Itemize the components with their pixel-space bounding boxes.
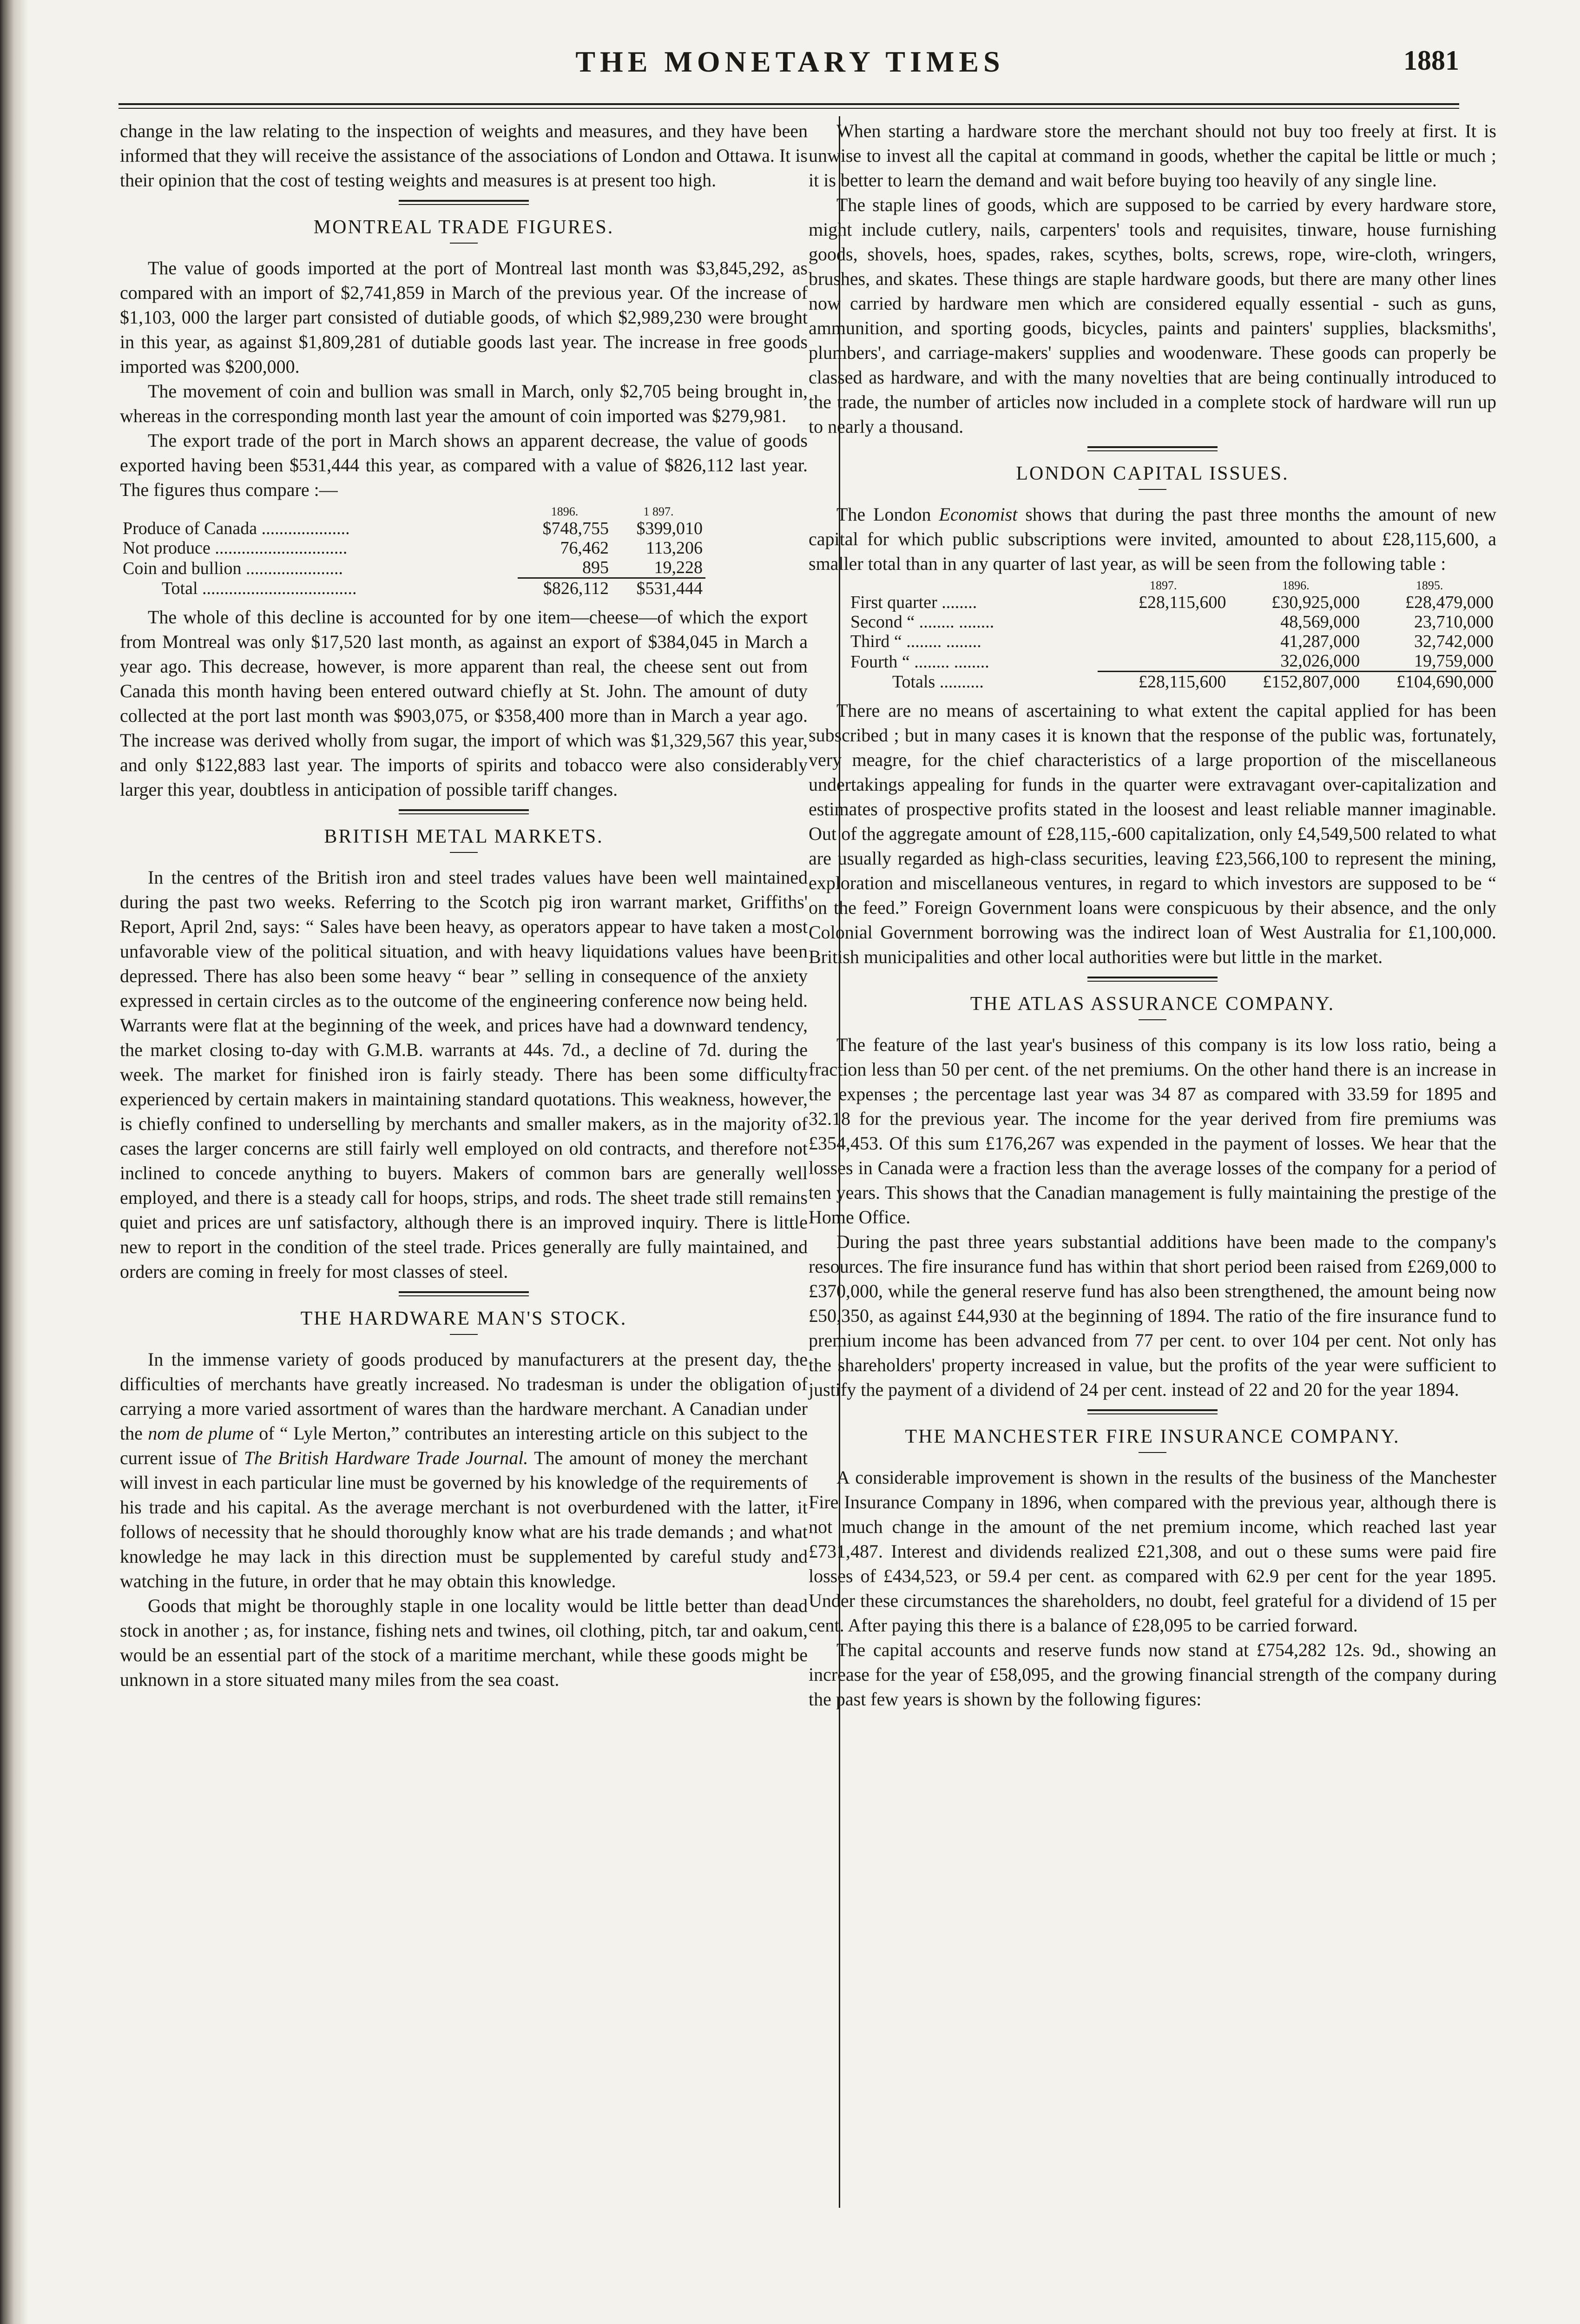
table-total-row: Total ................................... $826,112 $531,444 [120,578,705,599]
year-header: 1897. [1150,579,1177,592]
year-header: 1896. [1282,579,1310,592]
masthead-rule-top [118,103,1459,105]
montreal-paragraph-2: The movement of coin and bullion was small in March, only $2,705 being brought in, whereas in the corresponding month last year the amount of coin imported was $279,981. [120,381,808,426]
page-binding-edge [0,0,28,2324]
heading-dash [1139,1452,1166,1453]
hardware-paragraph-1: In the immense variety of goods produced by manufacturers at the present day, the difficulties of merchants have greatly increased. No tradesman is under the obligation of carrying a more varied assortment of wares than the hardware merchant. A Canadian under the nom de plume of “ Lyle Merton,” contributes an interesting article on this subject to the current issue of The British Hardware Trade Journal. The amount of money the merchant will invest in each particular line must be governed by his knowledge of the requirements of his trade and his capital. As the average merchant is not overburdened with the latter, it follows of necessity that he should thoroughly know what are his trade demands ; and what knowledge he may lack in this direction must be supplemented by careful study and watching in the future, in order that he may obtain this knowledge. [120,1349,808,1591]
table-row: Fourth “ ........ ........ 32,026,000 19,759,000 [850,651,1494,672]
atlas-paragraph-1: The feature of the last year's business of this company is its low loss ratio, being a fraction less than 50 per cent. of the net premiums. On the other hand there is an increase in the expenses ; the percentage last year was 34 87 as compared with 33.59 for 1895 and 32.18 for the previous year. The income for the year derived from fire premiums was £354,453. Of this sum £176,267 was expended in the payment of losses. We hear that the losses in Canada were a fraction less than the average losses of the company for a period of ten years. This shows that the Canadian management is fully maintaining the prestige of the Home Office. [809,1034,1496,1228]
manchester-paragraph-2: The capital accounts and reserve funds now stand at £754,282 12s. 9d., showing an increase for the year of £58,095, and the growing financial strength of the company during the past few years is shown by the following figures: [809,1639,1496,1710]
table-row: Produce of Canada .................... $748,755 $399,010 [123,519,703,538]
year-header: 1 897. [643,505,674,518]
hardware-paragraph-2: Goods that might be thoroughly staple in one locality would be little better than dead stock in another ; as, for instance, fishing nets and twines, oil clothing, pitch, tar and oakum, would be an essential part of the stock of a maritime merchant, while these goods might be unknown in a store situated many miles from the sea coast. [120,1595,808,1690]
london-capital-heading: LONDON CAPITAL ISSUES. [1016,463,1289,484]
table-row: Third “ ........ ........ 41,287,000 32,742,000 [850,632,1494,651]
london-paragraph-2: There are no means of ascertaining to what extent the capital applied for has been subscribed ; but in many cases it is known that the response of the public was, fortunately, very meagre, for the chief characteristics of a large proportion of the miscellaneous undertakings appealing for funds in the quarter were extravagant over-capitalization and estimates of prospective profits stated in the loosest and least reliable manner imaginable. Out of the aggregate amount of £28,115,-600 capitalization, only £4,549,500 related to what are usually regarded as high-class securities, leaving £23,566,100 to represent the mining, exploration and miscellaneous ventures, in regard to which investors are supposed to be “ on the feed.” Foreign Government loans were conspicuous by their absence, and the only Colonial Government borrowing was the indirect loan of West Australia for £1,100,000. British municipalities and other local authorities were but little in the market. [809,700,1496,967]
manchester-paragraph-1: A considerable improvement is shown in the results of the business of the Manchester Fire Insurance Company in 1896, when compared with the previous year, although there is not much change in the amount of the net premium income, which reached last year £731,487. Interest and dividends realized £21,308, and out o these sums were paid fire losses of £434,523, or 59.4 per cent. as compared with 62.9 per cent for the year 1895. Under these circumstances the shareholders, no doubt, feel grateful for a dividend of 15 per cent. After paying this there is a balance of £28,095 to be carried forward. [809,1467,1496,1636]
heading-dash [1139,489,1166,490]
section-separator [1087,1409,1218,1414]
section-separator [399,1291,529,1296]
section-separator [1087,977,1218,982]
heading-dash [450,243,478,244]
masthead-rule-bottom [118,108,1459,109]
right-column [809,119,1496,1711]
british-metal-paragraph: In the centres of the British iron and steel trades values have been well maintained during the past two weeks. Referring to the Scotch pig iron warrant market, Griffiths' Report, April 2nd, says: “ Sales have been heavy, as operators appear to have taken a most unfavorable view of the political situation, and with heavy liquidations values have been depressed. There has also been some heavy “ bear ” selling in consequence of the anxiety expressed in certain circles as to the outcome of the engineering conference now being held. Warrants were flat at the beginning of the week, and prices have had a downward tendency, the market closing to-day with G.M.B. warrants at 44s. 7d., a decline of 7d. during the week. The market for finished iron is fairly steady. There has been some difficulty experienced by certain makers in maintaining standard quotations. This weakness, however, is chiefly confined to underselling by merchants and smaller makers, as in the majority of cases the larger concerns are still fairly well employed on old contracts, and therefore not inclined to concede anything to buyers. Makers of common bars are generally well employed, and there is a steady call for hoops, strips, and rods. The sheet trade still remains quiet and prices are unf satisfactory, although there is an improved inquiry. There is little new to report in the condition of the steel trade. Prices generally are fully maintained, and orders are coming in freely for most classes of steel. [120,867,808,1282]
montreal-paragraph-4: The whole of this decline is accounted for by one item—cheese—of which the export from Montreal was only $17,520 last month, as against an export of $384,045 in March a year ago. This decrease, however, is more apparent than real, the cheese sent out from Canada this month having been entered outward chiefly at St. John. The amount of duty collected at the port last month was $903,075, or $358,400 more than in March a year ago. The increase was derived wholly from sugar, the import of which was $1,329,567 this year, and only $122,883 last year. The imports of spirits and tobacco were also considerably larger this year, doubtless in anticipation of possible tariff changes. [120,607,808,800]
section-separator [399,809,529,814]
british-metal-heading: BRITISH METAL MARKETS. [324,826,604,847]
table-total-row: Totals .......... £28,115,600 £152,807,000 £104,690,000 [809,672,1496,692]
intro-paragraph: change in the law relating to the inspection of weights and measures, and they have been informed that they will receive the assistance of the associations of London and Ottawa. It is their opinion that the cost of testing weights and measures is at present too high. [120,120,808,191]
heading-dash [1139,1019,1166,1020]
hardware-continued-paragraph-2: The staple lines of goods, which are supposed to be carried by every hardware store, might include cutlery, nails, carpenters' tools and requisites, tinware, house furnishing goods, shovels, hoes, spades, rakes, scythes, bolts, screws, rope, wire-cloth, wringers, brushes, and skates. These things are staple hardware goods, but there are many other lines now carried by hardware men which are considered equally essential - such as guns, ammunition, and sporting goods, bicycles, paints and painters' supplies, blacksmiths', plumbers', and carriage-makers' supplies and woodenware. These goods can properly be classed as hardware, and with the many novelties that are being continually introduced to the trade, the number of articles now included in a complete stock of hardware will run up to nearly a thousand. [809,194,1496,437]
left-column [120,119,808,1692]
table-row: First quarter ........ £28,115,600 £30,925,000 £28,479,000 [850,593,1494,612]
heading-dash [450,1334,478,1335]
section-separator [1087,446,1218,451]
hardware-continued-paragraph-1: When starting a hardware store the merchant should not buy too freely at first. It is unwise to invest all the capital at command in goods, whether the capital be little or much ; it is better to learn the demand and wait before buying too heavily of any single line. [809,120,1496,191]
table-row: Coin and bullion ...................... 895 19,228 [123,558,703,578]
section-separator [399,200,529,205]
london-capital-table [809,579,1496,692]
year-header: 1896. [551,505,579,518]
table-row: Not produce .............................. 76,462 113,206 [123,538,703,558]
page-number: 1881 [1403,45,1459,76]
montreal-heading: MONTREAL TRADE FIGURES. [313,217,614,238]
manchester-heading: THE MANCHESTER FIRE INSURANCE COMPANY. [905,1426,1400,1447]
montreal-export-table [120,505,705,598]
table-row: Second “ ........ ........ 48,569,000 23,710,000 [850,612,1494,632]
montreal-paragraph-1: The value of goods imported at the port of Montreal last month was $3,845,292, as compared with an import of $2,741,859 in March of the previous year. Of the increase of $1,103, 000 the larger part consisted of dutiable goods, of which $2,989,230 were brought in this year, as against $1,809,281 of dutiable goods last year. The increase in free goods imported was $200,000. [120,257,808,377]
atlas-paragraph-2: During the past three years substantial additions have been made to the company's resources. The fire insurance fund has within that short period been raised from £269,000 to £370,000, while the general reserve fund has also been strengthened, the amount being now £50,350, as against £44,930 at the beginning of 1894. The ratio of the fire insurance fund to premium income has been advanced from 77 per cent. to over 104 per cent. Not only has the shareholders' property increased in value, but the profits of the year were sufficient to justify the payment of a dividend of 24 per cent. instead of 22 and 20 for the year 1894. [809,1231,1496,1400]
atlas-heading: THE ATLAS ASSURANCE COMPANY. [970,993,1335,1015]
heading-dash [450,852,478,853]
masthead [121,45,1459,86]
montreal-paragraph-3: The export trade of the port in March shows an apparent decrease, the value of goods exported having been $531,444 this year, as compared with a value of $826,112 last year. The figures thus compare :— [120,430,808,500]
london-paragraph-1: The London Economist shows that during the past three months the amount of new capital for which public subscriptions were invited, amounted to about £28,115,600, a smaller total than in any quarter of last year, as will be seen from the following table : [809,504,1497,574]
year-header: 1895. [1415,579,1443,592]
hardware-heading: THE HARDWARE MAN'S STOCK. [300,1308,627,1329]
publication-title: THE MONETARY TIMES [575,45,1005,78]
